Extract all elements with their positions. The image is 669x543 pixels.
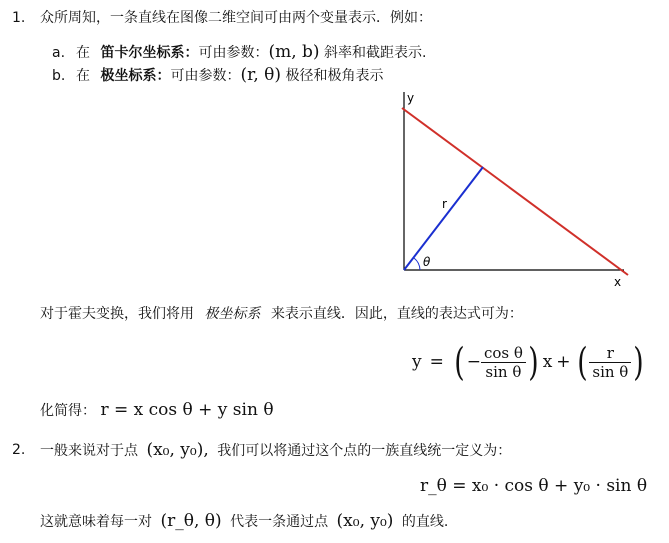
list-number-2: 2.	[12, 442, 26, 458]
subitem-b-mid: 可由参数：	[170, 68, 241, 84]
family-equation: r_θ = x₀ · cos θ + y₀ · sin θ	[420, 476, 648, 496]
simplified-label: 化简得：	[40, 403, 96, 419]
subitem-a	[52, 43, 426, 62]
hough-pre: 对于霍夫变换，我们将用	[40, 306, 194, 322]
meaning-pre: 这就意味着每一对	[40, 514, 152, 530]
subitem-b	[52, 66, 383, 85]
cartesian-params: (m, b)	[268, 42, 320, 62]
polar-term: 极坐标系：	[100, 68, 171, 84]
r-label: r	[442, 197, 447, 211]
eq1-plus: +	[556, 352, 571, 372]
x-axis-label: x	[614, 275, 622, 288]
subitem-b-suffix: 极径和极角表示	[285, 68, 384, 84]
fraction-cos-sin	[481, 344, 526, 381]
theta-arc	[414, 258, 420, 270]
eq1-rparen-2: )	[633, 340, 644, 384]
meaning-post: 的直线.	[401, 514, 449, 530]
hough-post: 来表示直线．因此，直线的表达式可为：	[270, 306, 523, 322]
simplified-formula: r = x cos θ + y sin θ	[100, 400, 274, 420]
radius-segment	[404, 167, 483, 270]
fraction-numerator: r	[589, 344, 631, 363]
item2-text	[40, 441, 511, 460]
eq1-rparen-1: )	[528, 340, 539, 384]
hough-paragraph	[40, 305, 523, 323]
meaning-pair: (r_θ, θ)	[160, 511, 222, 531]
meaning-line	[40, 512, 448, 531]
subitem-a-suffix: 斜率和截距表示.	[323, 45, 427, 61]
line-equation	[412, 338, 646, 386]
subitem-a-mark: a.	[52, 45, 66, 61]
hough-term: 极坐标系	[204, 306, 261, 322]
item2-post: 我们可以将通过这个点的一族直线统一定义为：	[217, 443, 512, 459]
subitem-a-mid: 可由参数：	[198, 45, 269, 61]
fraction-numerator: cos θ	[481, 344, 526, 363]
item1-intro: 众所周知，一条直线在图像二维空间可由两个变量表示．例如：	[40, 10, 432, 26]
eq1-equals: =	[429, 352, 444, 372]
polar-params: (r, θ)	[240, 65, 282, 85]
subitem-b-mark: b.	[52, 68, 66, 84]
item2-pre: 一般来说对于点	[40, 443, 138, 459]
subitem-a-prefix: 在	[76, 45, 90, 61]
fraction-denominator: sin θ	[485, 362, 522, 381]
meaning-mid: 代表一条通过点	[230, 514, 329, 530]
eq1-lparen-1: (	[454, 340, 465, 384]
subitem-b-prefix: 在	[76, 68, 90, 84]
theta-label: θ	[423, 255, 431, 269]
eq1-y: y	[412, 352, 422, 372]
meaning-point: (x₀, y₀)	[336, 511, 394, 531]
polar-line-figure	[396, 88, 636, 288]
fraction-denominator: sin θ	[592, 362, 629, 381]
list-number-1: 1.	[12, 10, 26, 26]
eq1-minus: −	[466, 352, 481, 372]
y-axis-label: y	[407, 91, 415, 105]
eq1-lparen-2: (	[576, 340, 588, 384]
cartesian-term: 笛卡尔坐标系：	[100, 45, 199, 61]
eq1-x: x	[542, 352, 553, 372]
item2-point: (x₀, y₀),	[146, 440, 209, 460]
red-line	[402, 108, 628, 275]
fraction-r-sin	[589, 344, 631, 381]
simplified-line	[40, 401, 274, 420]
